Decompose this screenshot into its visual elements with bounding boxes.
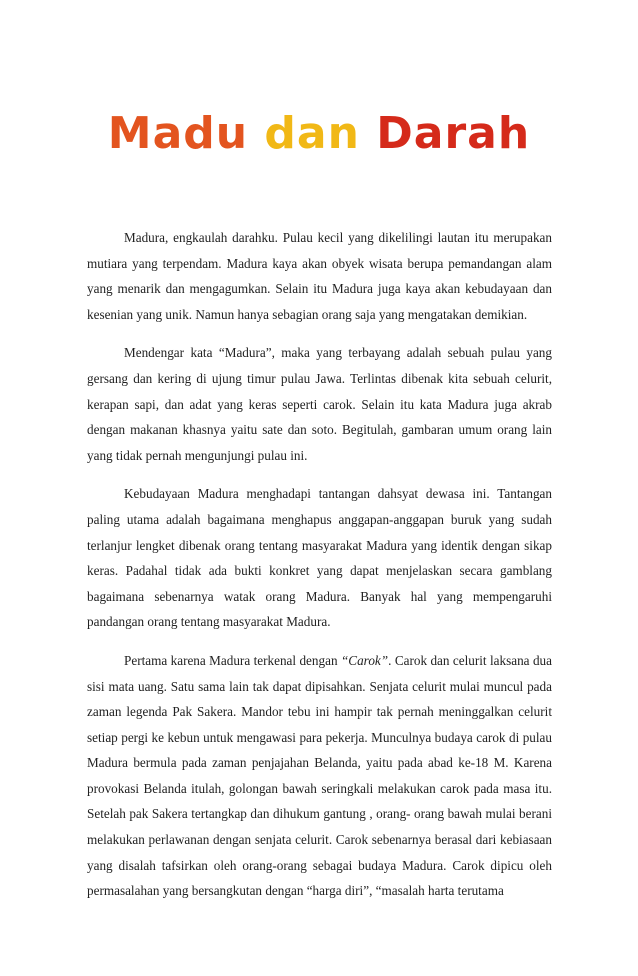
title-word-darah: Darah bbox=[376, 108, 531, 159]
paragraph-4-intro: Pertama karena Madura terkenal dengan bbox=[124, 652, 341, 668]
carok-emphasis: “Carok” bbox=[340, 652, 389, 668]
paragraph-1: Madura, engkaulah darahku. Pulau kecil yang dikelilingi lautan itu merupakan mutiara yang terpendam. Madura kaya akan obyek wisata berupa pemandangan alam yang menarik dan mengagumkan. Selain itu Madura juga kaya akan kebudayaan dan kesenian yang unik. Namun hanya sebagian orang saja yang mengatakan demikian. bbox=[87, 230, 552, 322]
paragraph-2: Mendengar kata “Madura”, maka yang terbayang adalah sebuah pulau yang gersang dan kering di ujung timur pulau Jawa. Terlintas dibenak kita sebuah celurit, kerapan sapi, dan adat yang keras seperti carok. Selain itu kata Madura juga akrab dengan makanan khasnya yaitu sate dan soto. Begitulah, gambaran umum orang lain yang tidak pernah mengunjungi pulau ini. bbox=[87, 345, 552, 463]
title-word-dan: dan bbox=[264, 108, 360, 159]
page-title bbox=[0, 104, 638, 164]
paragraph-4 bbox=[87, 648, 552, 904]
body-text bbox=[87, 225, 552, 904]
paragraph-3: Kebudayaan Madura menghadapi tantangan dahsyat dewasa ini. Tantangan paling utama adalah bagaimana menghapus anggapan-anggapan buruk yang sudah terlanjur lengket dibenak orang tentang masyarakat Madura yang identik dengan sikap keras. Padahal tidak ada bukti konkret yang dapat menjelaskan secara gamblang bagaimana sebenarnya watak orang Madura. Banyak hal yang mempengaruhi pandangan orang tentang masyarakat Madura. bbox=[87, 486, 552, 630]
paragraph-4-body: . Carok dan celurit laksana dua sisi mata uang. Satu sama lain tak dapat dipisahkan. Senjata celurit mulai muncul pada zaman legenda Pak Sakera. Mandor tebu ini hampir tak pernah meninggalkan celurit setiap pergi ke kebun untuk mengawasi para pekerja. Munculnya budaya carok di pulau Madura bermula pada zaman penjajahan Belanda, yaitu pada abad ke-18 M. Karena provokasi Belanda itulah, golongan bawah seringkali melakukan carok pada masa itu. Setelah pak Sakera tertangkap dan dihukum gantung , orang- orang bawah mulai berani melakukan perlawanan dengan senjata celurit. Carok sebenarnya berasal dari kebiasaan yang disalah tafsirkan oleh orang-orang sebagai budaya Madura. Carok dipicu oleh permasalahan yang bersangkutan dengan “harga diri”, “masalah harta terutama bbox=[87, 652, 552, 899]
title-word-madu: Madu bbox=[107, 108, 249, 159]
